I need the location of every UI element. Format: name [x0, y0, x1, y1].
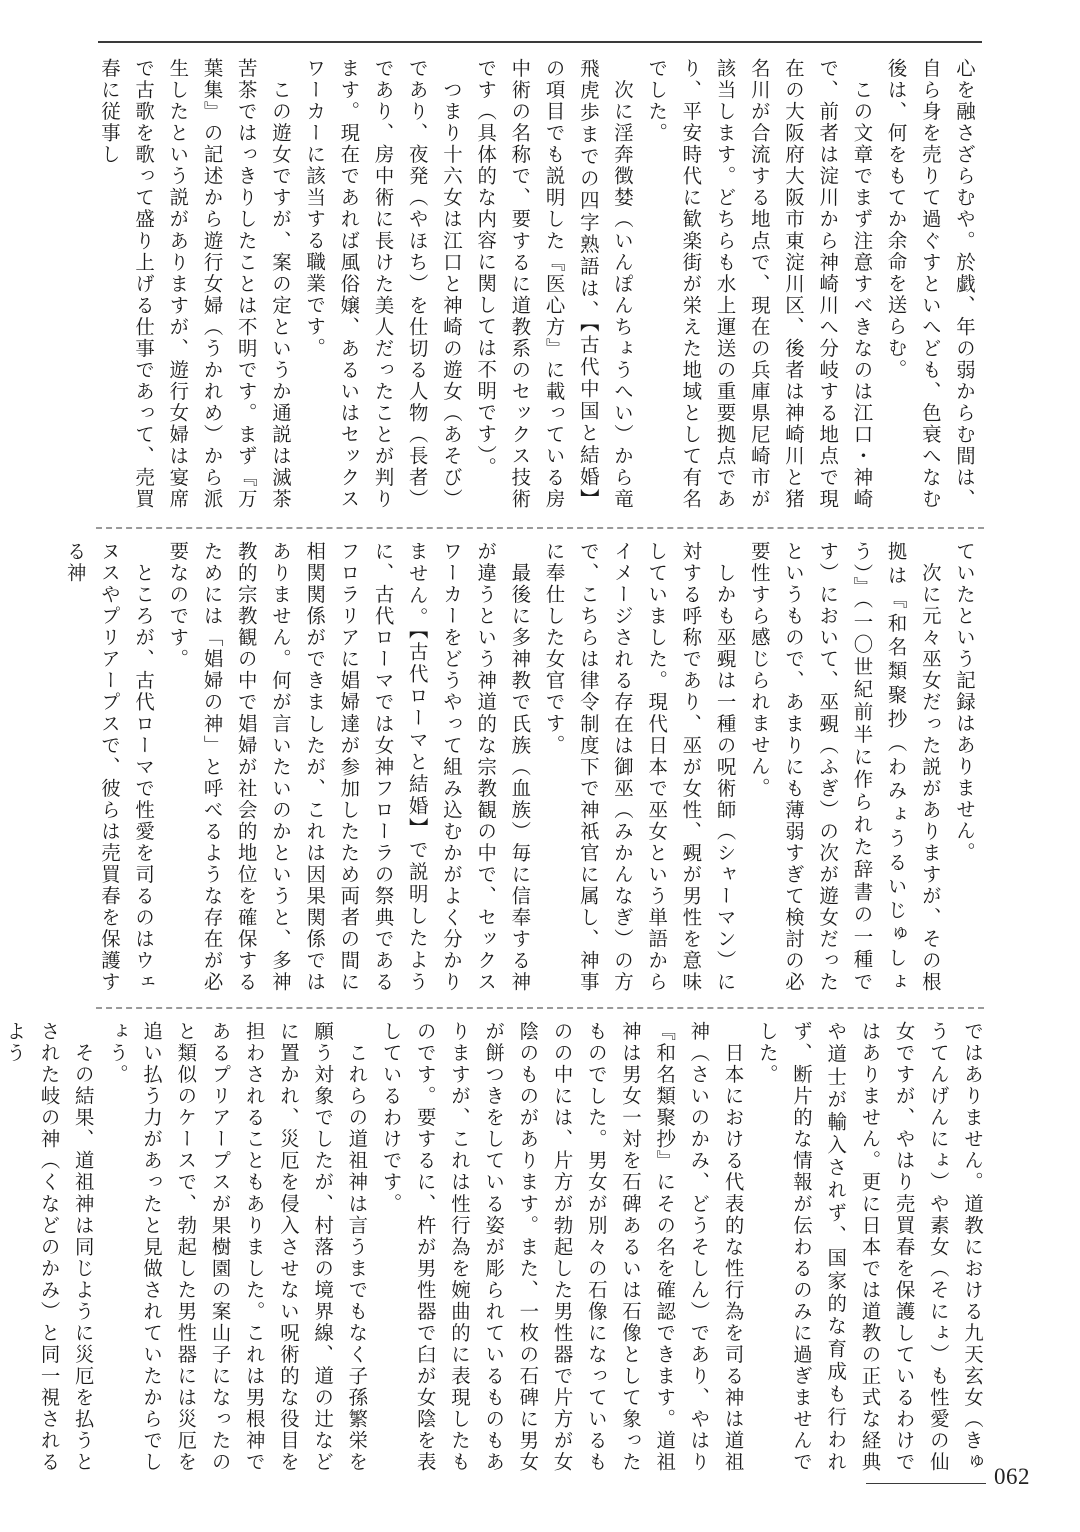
paragraph: これらの道祖神は言うまでもなく子孫繁栄を願う対象でしたが、村落の境界線、道の辻などに置かれ、災厄を侵入させない呪術的な役目を担わされることもありました。これは男根神であるプリアープスが果樹園の案山子になったのと類似のケースで、勃起した男性器には災厄を追い払う力があったと見做されていたからでしょう。 [105, 1021, 367, 1473]
paragraph: ていたという記録はありません。 [953, 541, 974, 864]
paragraph: ところが、古代ローマで性愛を司るのはウェヌスやプリアープスで、彼らは売買春を保護する神 [63, 541, 154, 993]
section-divider-2 [96, 1007, 984, 1009]
paragraph: その結果、道祖神は同じように災厄を払うとされた岐の神（くなどのかみ）と同一視されるよう [3, 1021, 93, 1473]
text-section-3 [3, 1021, 988, 1473]
text-section-1 [97, 58, 980, 510]
paragraph: しかも巫覡は一種の呪術師（シャーマン）に対する呼称であり、巫が女性、覡が男性を意味していました。現代日本で巫女という単語からイメージされる存在は御巫（みかんなぎ）の方で、こちらは律令制度下で神祇官に属し、神事に奉仕した女官です。 [542, 541, 735, 993]
section-divider-1 [96, 527, 984, 529]
paragraph: この遊女ですが、案の定というか通説は滅茶苦茶ではっきりしたことは不明です。まず『万葉集』の記述から遊行女婦（うかれめ）から派生したという説がありますが、遊行女婦は宴席で古歌を歌って盛り上げる仕事であって、売買春に従事し [97, 58, 290, 510]
paragraph: 日本における代表的な性行為を司る神は道祖神（さいのかみ、どうそしん）であり、やはり『和名類聚抄』にその名を確認できます。道祖神は男女一対を石碑あるいは石像として象ったものでした。男女が別々の石像になっているものの中には、片方が勃起した男性器で片方が女陰のものがあります。また、一枚の石碑に男女が餅つきをしている姿が彫られているものもありますが、これは性行為を婉曲的に表現したものです。要するに、杵が男性器で臼が女陰を表しているわけです。 [379, 1021, 743, 1473]
paragraph: 次に淫奔徴婪（いんぽんちょうへい）から竜飛虎歩までの四字熟語は、【古代中国と結婚】の項目でも説明した『医心方』に載っている房中術の名称で、要するに道教系のセックス技術です（具体的な内容に関しては不明です）。 [474, 58, 632, 510]
text-section-2 [63, 541, 980, 993]
paragraph: 次に元々巫女だった説がありますが、その根拠は『和名類聚抄（わみょうるいじゅしょう）』（一〇世紀前半に作られた辞書の一種です）において、巫覡（ふぎ）の次が遊女だったというもので、あまりにも薄弱すぎて検討の必要性すら感じられません。 [747, 541, 940, 993]
paragraph: この文章でまず注意すべきなのは江口・神崎で、前者は淀川から神崎川へ分岐する地点で現在の大阪府大阪市東淀川区、後者は神崎川と猪名川が合流する地点で、現在の兵庫県尼崎市が該当します。どちらも水上運送の重要拠点であり、平安時代に歓楽街が栄えた地域として有名でした。 [645, 58, 872, 510]
paragraph: 心を融さざらむや。於戯、年の弱からむ間は、自ら身を売りて過ぐすといへども、色衰へなむ後は、何をもてか余命を送らむ。 [884, 58, 974, 510]
paragraph: ではありません。道教における九天玄女（きゅうてんげんにょ）や素女（そにょ）も性愛の仙女ですが、やはり売買春を保護しているわけではありません。更に日本では道教の正式な経典や道士が輸入されず、国家的な育成も行われず、断片的な情報が伝わるのみに過ぎませんでした。 [755, 1021, 982, 1473]
page-number: 062 [994, 1464, 1030, 1489]
paragraph: 最後に多神教で氏族（血族）毎に信奉する神が違うという神道的な宗教観の中で、セックスワーカーをどうやって組み込むかがよく分かりません。【古代ローマと結婚】で説明したように、古代ローマでは女神フローラの祭典であるフロラリアに娼婦達が参加したため両者の間に相関関係ができましたが、これは因果関係ではありません。何が言いたいのかというと、多神教的宗教観の中で娼婦が社会的地位を確保するためには「娼婦の神」と呼べるような存在が必要なのです。 [166, 541, 530, 993]
paragraph: つまり十六女は江口と神崎の遊女（あそび）であり、夜発（やほち）を仕切る人物（長者）であり、房中術に長けた美人だったことが判ります。現在であれば風俗嬢、あるいはセックスワーカーに該当する職業です。 [303, 58, 461, 510]
header-rule [98, 41, 982, 43]
folio-rule [866, 1483, 986, 1484]
